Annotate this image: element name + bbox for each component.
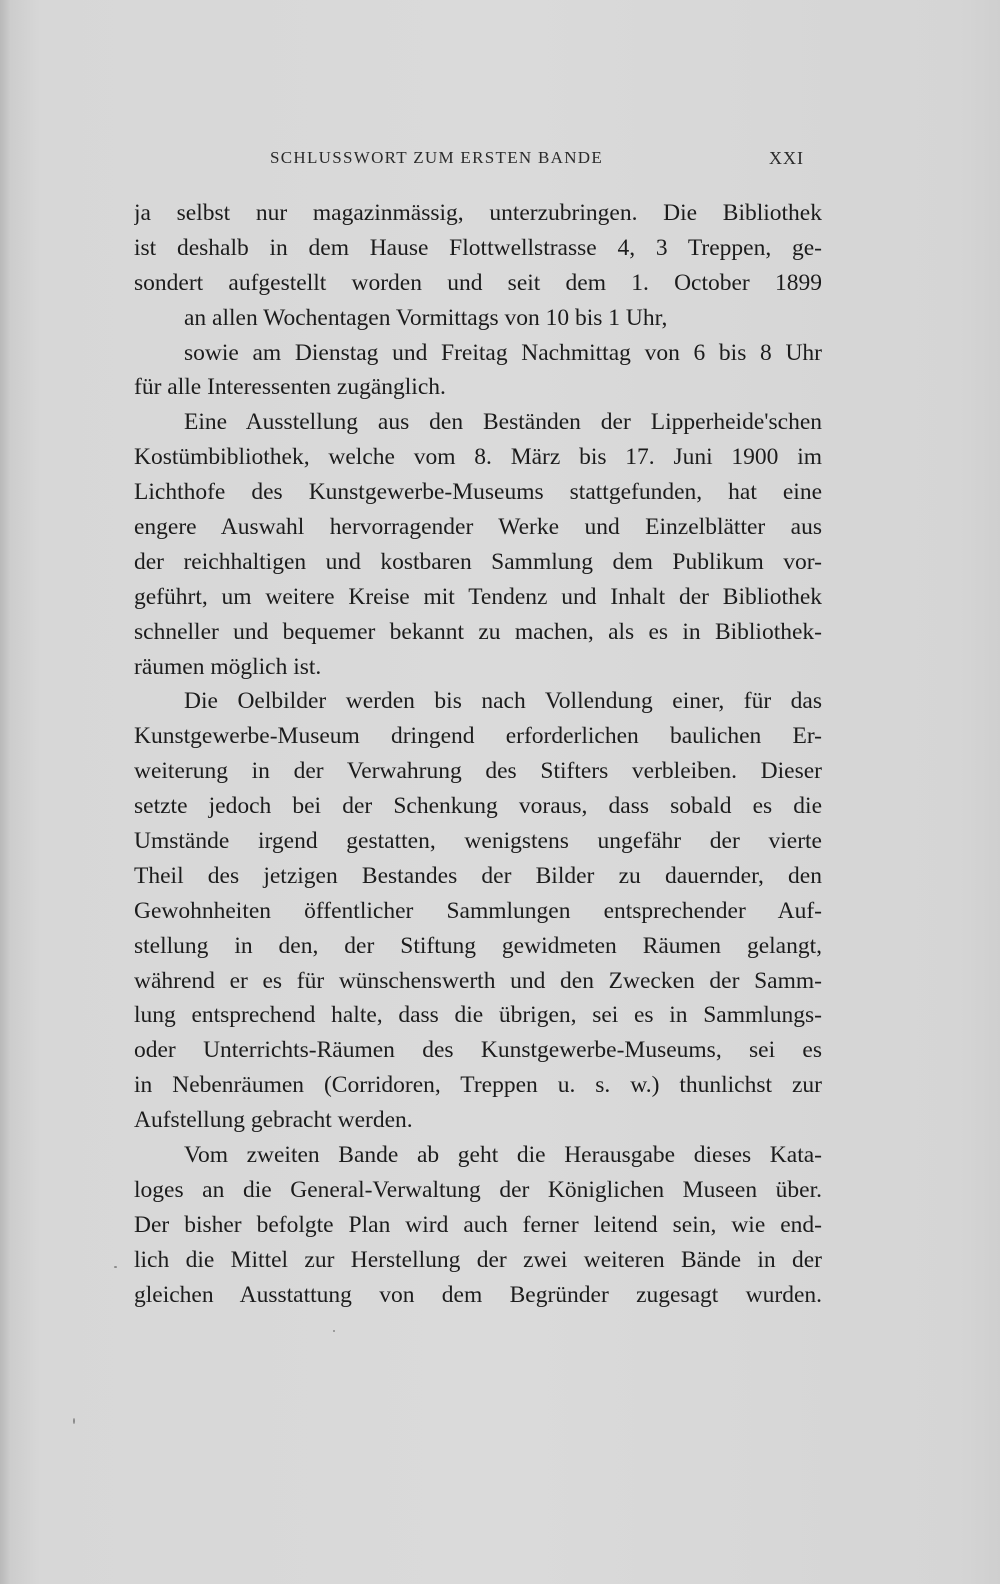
paragraph-start-line: Vom zweiten Bande ab geht die Herausgabe dieses Kata- [184, 1142, 822, 1169]
text-line: loges an die General-Verwaltung der Königlichen Museen über. [134, 1176, 822, 1203]
paragraph-end-line: räumen möglich ist. [134, 653, 322, 680]
text-line: Theil des jetzigen Bestandes der Bilder zu dauernder, den [134, 862, 822, 889]
text-line: weiterung in der Verwahrung des Stifters verbleiben. Dieser [134, 758, 822, 785]
paragraph-end-line: Aufstellung gebracht werden. [134, 1107, 413, 1134]
text-line: schneller und bequemer bekannt zu machen, als es in Bibliothek- [134, 618, 822, 645]
text-line: der reichhaltigen und kostbaren Sammlung dem Publikum vor- [134, 548, 822, 575]
paper-speck [114, 1266, 117, 1268]
running-head [130, 148, 810, 178]
paper-speck [333, 1330, 335, 1332]
paper-speck [73, 1418, 75, 1424]
text-line: gleichen Ausstattung von dem Begründer zugesagt wurden. [134, 1281, 822, 1308]
text-line: Kostümbibliothek, welche vom 8. März bis 17. Juni 1900 im [134, 444, 822, 471]
text-line: engere Auswahl hervorragender Werke und Einzelblätter aus [134, 514, 822, 541]
text-line: stellung in den, der Stiftung gewidmeten Räumen gelangt, [134, 932, 822, 959]
text-line: Umstände irgend gestatten, wenigstens ungefähr der vierte [134, 828, 822, 855]
paragraph-start-line: Eine Ausstellung aus den Beständen der Lipperheide'schen [184, 409, 822, 436]
text-line: ist deshalb in dem Hause Flottwellstrasse 4, 3 Treppen, ge- [134, 234, 822, 261]
text-line: sondert aufgestellt worden und seit dem 1. October 1899 [134, 269, 822, 296]
page-number: XXI [769, 148, 804, 168]
body-text [134, 196, 822, 1313]
text-line: lung entsprechend halte, dass die übrigen, sei es in Sammlungs- [134, 1002, 822, 1029]
text-line: oder Unterrichts-Räumen des Kunstgewerbe-Museums, sei es [134, 1037, 822, 1064]
text-line: Gewohnheiten öffentlicher Sammlungen entsprechender Auf- [134, 897, 822, 924]
text-line: lich die Mittel zur Herstellung der zwei weiteren Bände in der [134, 1246, 822, 1273]
text-line: setzte jedoch bei der Schenkung voraus, dass sobald es die [134, 793, 822, 820]
text-line: ja selbst nur magazinmässig, unterzubringen. Die Bibliothek [134, 200, 822, 226]
running-title: SCHLUSSWORT ZUM ERSTEN BANDE [270, 148, 604, 167]
text-line: geführt, um weitere Kreise mit Tendenz und Inhalt der Bibliothek [134, 583, 822, 610]
text-line: Der bisher befolgte Plan wird auch ferner leitend sein, wie end- [134, 1211, 822, 1238]
text-line: Kunstgewerbe-Museum dringend erforderlichen baulichen Er- [134, 723, 822, 750]
text-line: während er es für wünschenswerth und den Zwecken der Samm- [134, 967, 822, 994]
text-line: in Nebenräumen (Corridoren, Treppen u. s. w.) thunlichst zur [134, 1072, 822, 1099]
paragraph-start-line: Die Oelbilder werden bis nach Vollendung einer, für das [184, 688, 822, 715]
paragraph-end-line: für alle Interessenten zugänglich. [134, 374, 446, 401]
binding-edge [0, 0, 10, 1584]
text-line: sowie am Dienstag und Freitag Nachmittag von 6 bis 8 Uhr [184, 339, 822, 366]
text-line: an allen Wochentagen Vormittags von 10 bis 1 Uhr, [184, 304, 668, 331]
text-line: Lichthofe des Kunstgewerbe-Museums stattgefunden, hat eine [134, 479, 822, 506]
